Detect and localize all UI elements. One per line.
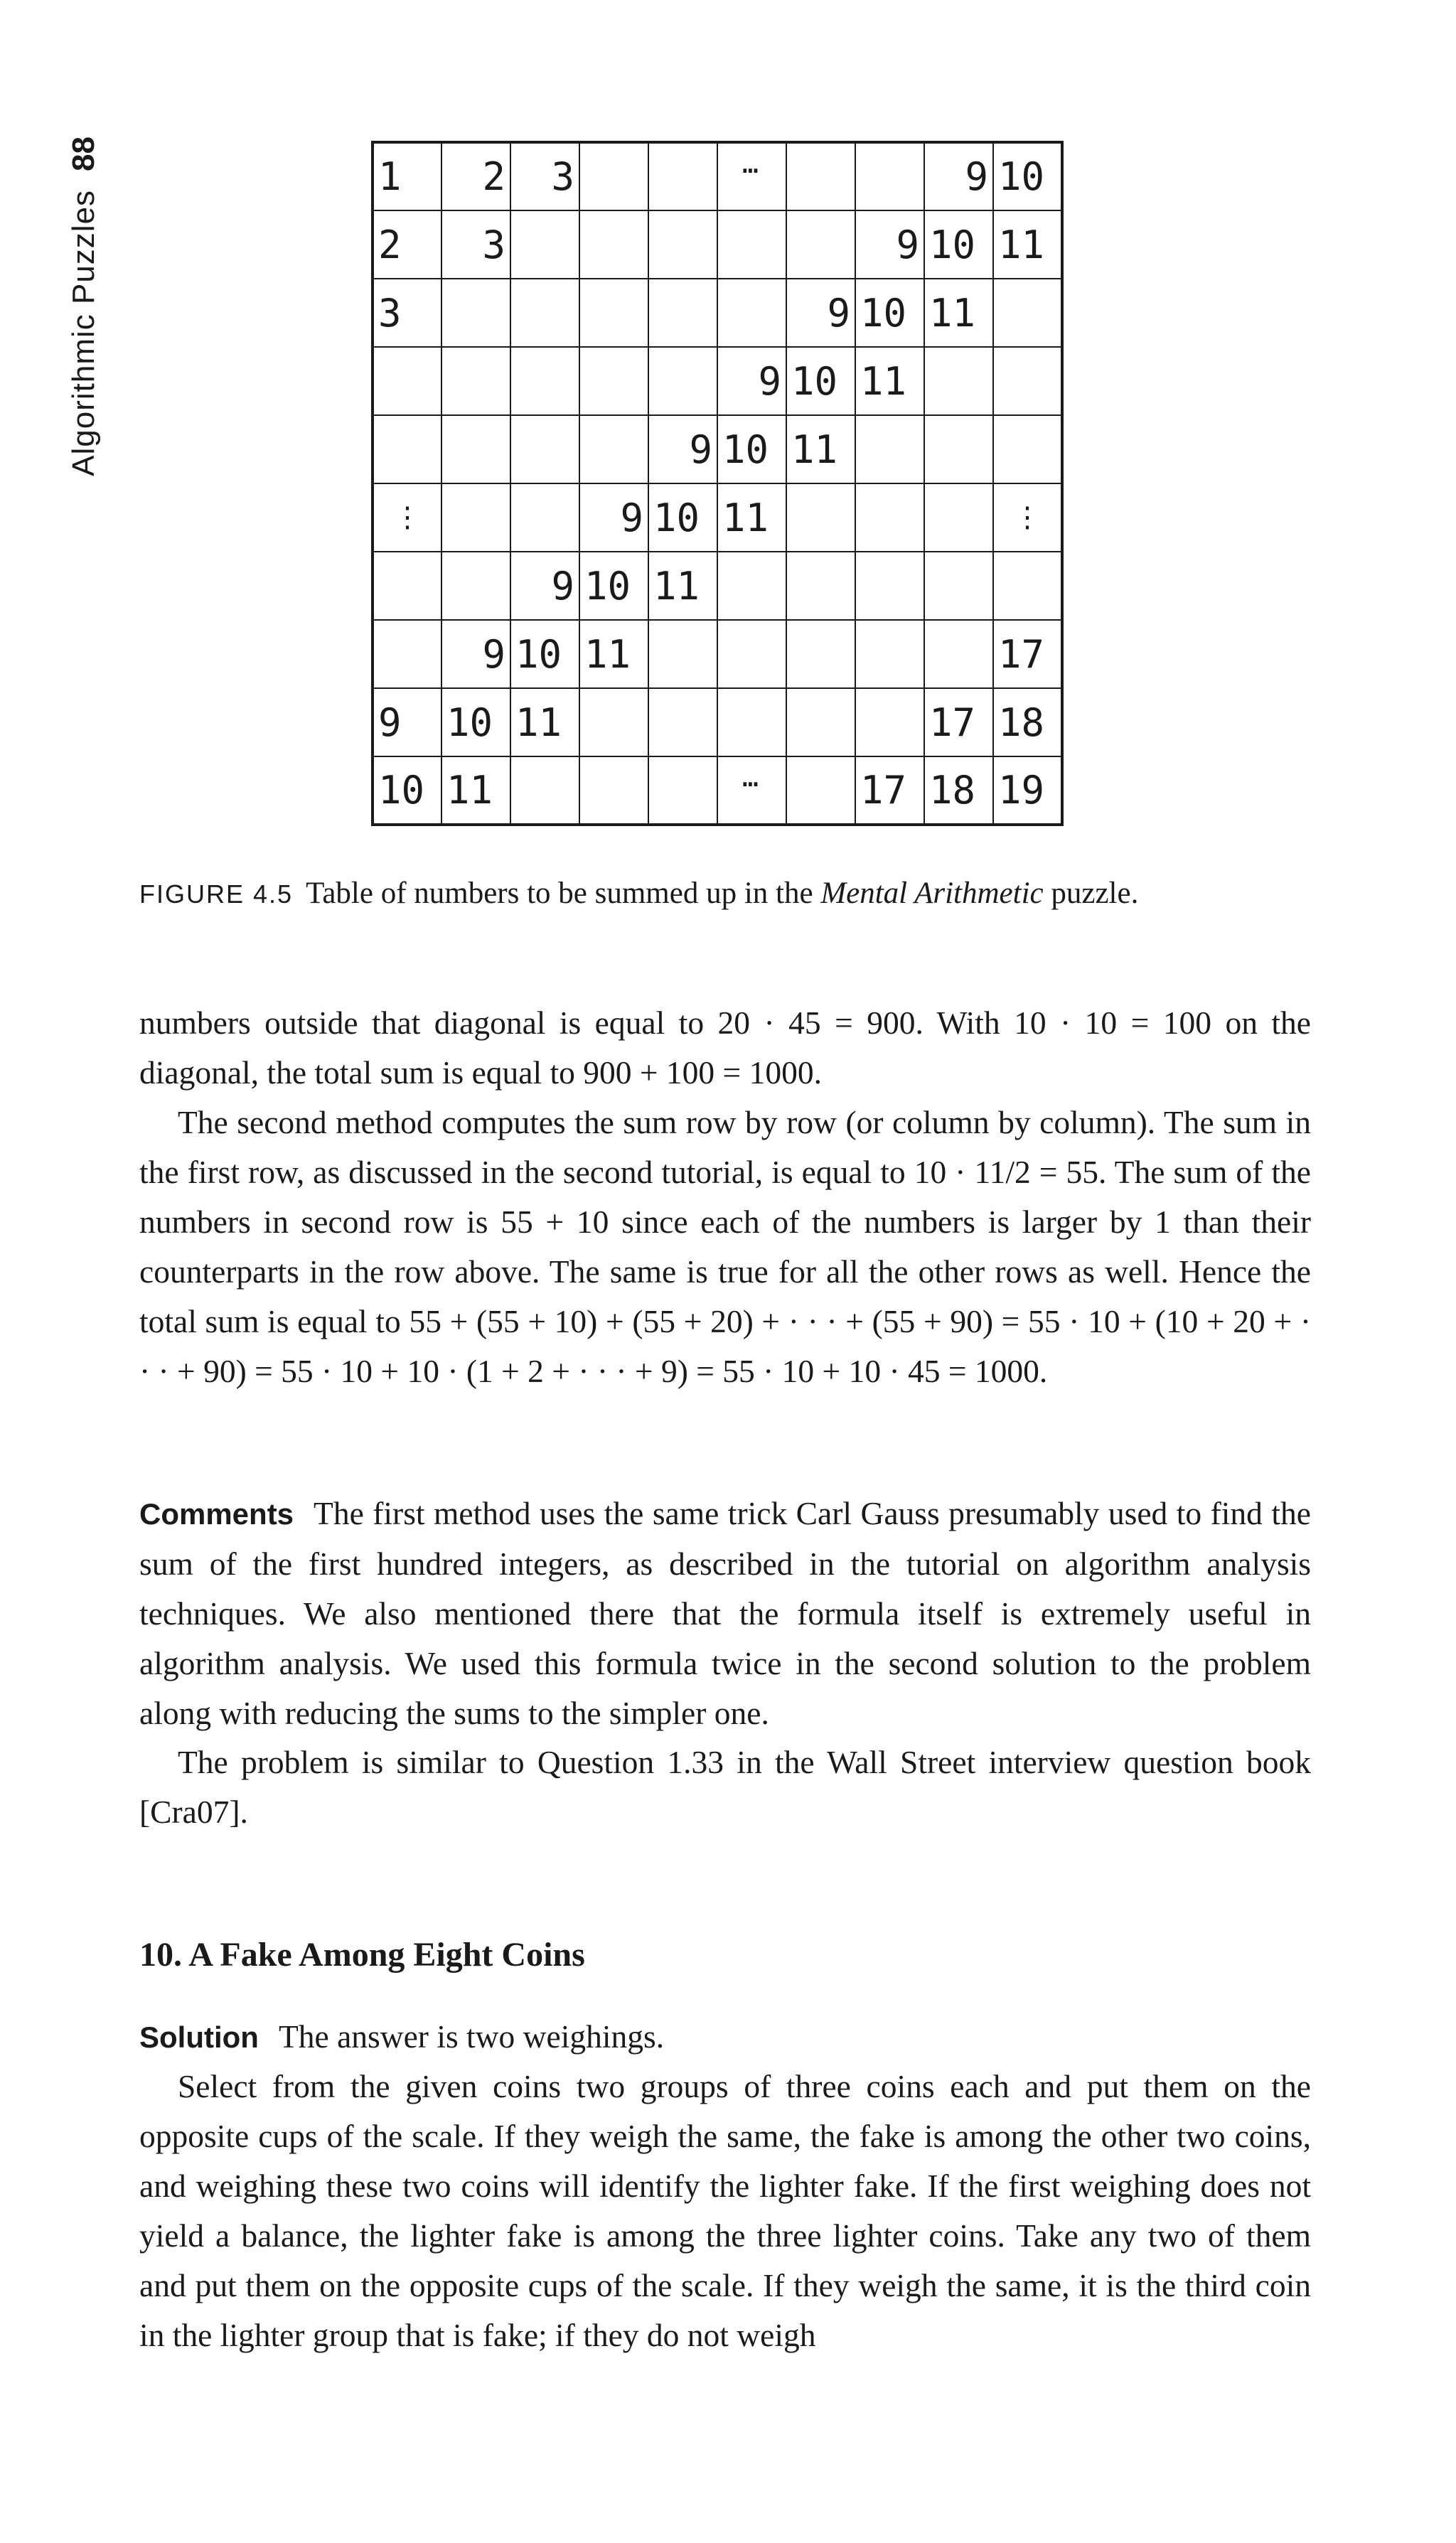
table-cell: 11 — [579, 620, 648, 688]
section-heading: 10. A Fake Among Eight Coins — [139, 1936, 585, 1974]
table-cell — [993, 415, 1062, 483]
table-cell — [786, 210, 855, 279]
table-cell: 9 — [786, 279, 855, 347]
table-cell: 17 — [855, 756, 924, 825]
table-cell: 18 — [993, 688, 1062, 756]
table-cell: 10 — [855, 279, 924, 347]
table-cell — [510, 279, 579, 347]
caption-italic-title: Mental Arithmetic — [820, 877, 1044, 910]
table-cell — [993, 552, 1062, 620]
table-cell — [855, 483, 924, 552]
table-cell: … — [717, 142, 786, 210]
solution-label: Solution — [139, 2020, 259, 2054]
table-cell — [993, 279, 1062, 347]
table-cell: 10 — [373, 756, 441, 825]
comments-label: Comments — [139, 1497, 294, 1531]
figure-label: FIGURE 4.5 — [139, 879, 294, 909]
paragraph-reference: The problem is similar to Question 1.33 in the Wall Street interview question book [Cra07]. — [139, 1744, 1311, 1830]
table-row — [373, 347, 1062, 415]
table-cell — [648, 756, 717, 825]
table-cell — [648, 688, 717, 756]
table-cell: 11 — [786, 415, 855, 483]
table-cell — [786, 756, 855, 825]
running-head — [68, 136, 100, 476]
table-cell — [717, 210, 786, 279]
table-cell — [924, 415, 993, 483]
paragraph-solution-method: Select from the given coins two groups of three coins each and put them on the opposite cups of the scale. If they weigh the same, the fake is among the other two coins, and weighing these two coins will identify the lighter fake. If the first weighing does not yield a balance, the lighter fake is among the three lighter coins. Take any two of them and put them on the opposite cups of the scale. If they weigh the same, it is the third coin in the lighter group that is fake; if they do not weigh — [139, 2068, 1311, 2353]
table-row — [373, 142, 1062, 210]
table-cell: 9 — [648, 415, 717, 483]
table-cell — [717, 688, 786, 756]
table-cell: 11 — [717, 483, 786, 552]
table-cell: ⋮ — [373, 483, 441, 552]
table-cell — [441, 415, 510, 483]
table-cell — [924, 620, 993, 688]
table-cell — [648, 620, 717, 688]
table-cell — [648, 279, 717, 347]
table-cell: 10 — [924, 210, 993, 279]
solution-answer-text: The answer is two weighings. — [278, 2018, 665, 2055]
table-row — [373, 210, 1062, 279]
paragraph-diagonal-sum: numbers outside that diagonal is equal to 20 · 45 = 900. With 10 · 10 = 100 on the diagonal, the total sum is equal to 900 + 100 = 1000. — [139, 1005, 1311, 1091]
table-cell — [717, 620, 786, 688]
table-cell: 9 — [855, 210, 924, 279]
table-cell — [924, 552, 993, 620]
table-cell: 3 — [373, 279, 441, 347]
table-cell — [648, 142, 717, 210]
table-cell — [373, 415, 441, 483]
table-cell: 9 — [924, 142, 993, 210]
table-cell — [786, 552, 855, 620]
table-cell: 17 — [924, 688, 993, 756]
table-cell — [855, 142, 924, 210]
table-cell: 2 — [441, 142, 510, 210]
table-cell — [993, 347, 1062, 415]
number-table — [371, 141, 1064, 826]
table-cell — [786, 142, 855, 210]
table-cell — [924, 347, 993, 415]
table-cell — [579, 756, 648, 825]
table-cell: 10 — [717, 415, 786, 483]
table-cell: 11 — [855, 347, 924, 415]
table-cell — [579, 142, 648, 210]
table-cell — [441, 483, 510, 552]
table-cell — [786, 688, 855, 756]
caption-text-end: puzzle. — [1043, 877, 1139, 910]
table-cell: 11 — [993, 210, 1062, 279]
table-cell — [855, 620, 924, 688]
table-cell: 11 — [510, 688, 579, 756]
table-cell — [717, 279, 786, 347]
table-cell — [924, 483, 993, 552]
table-cell: 9 — [510, 552, 579, 620]
table-cell — [441, 552, 510, 620]
comments-text: The first method uses the same trick Carl Gauss presumably used to find the sum of the first hundred integers, as described in the tutorial on algorithm analysis techniques. We also mentioned there that the formula itself is extremely useful in algorithm analysis. We used this formula twice in the second solution to the problem along with reducing the sums to the simpler one. — [139, 1495, 1311, 1731]
table-cell: 2 — [373, 210, 441, 279]
caption-text-start: Table of numbers to be summed up in the — [306, 877, 821, 910]
table-cell: 11 — [441, 756, 510, 825]
table-cell: 11 — [648, 552, 717, 620]
table-cell — [373, 620, 441, 688]
table-row — [373, 756, 1062, 825]
table-cell — [786, 483, 855, 552]
table-cell — [441, 279, 510, 347]
table-cell: … — [717, 756, 786, 825]
table-row — [373, 483, 1062, 552]
paragraph-comments — [139, 1489, 1311, 1738]
figure-caption — [139, 876, 1138, 911]
table-cell — [579, 415, 648, 483]
table-cell: 10 — [993, 142, 1062, 210]
table-cell: 10 — [510, 620, 579, 688]
table-cell: 1 — [373, 142, 441, 210]
table-cell: 3 — [441, 210, 510, 279]
table-cell: ⋮ — [993, 483, 1062, 552]
table-cell — [786, 620, 855, 688]
table-cell — [373, 347, 441, 415]
running-head-title: Algorithmic Puzzles — [66, 189, 101, 476]
table-cell: 10 — [441, 688, 510, 756]
table-cell: 3 — [510, 142, 579, 210]
table-cell: 11 — [924, 279, 993, 347]
table-cell — [510, 756, 579, 825]
table-row — [373, 415, 1062, 483]
table-cell — [510, 210, 579, 279]
table-cell — [717, 552, 786, 620]
table-cell — [579, 688, 648, 756]
table-cell: 19 — [993, 756, 1062, 825]
table-cell: 17 — [993, 620, 1062, 688]
table-cell — [441, 347, 510, 415]
table-cell — [373, 552, 441, 620]
table-cell — [855, 552, 924, 620]
table-cell: 10 — [579, 552, 648, 620]
table-cell: 9 — [717, 347, 786, 415]
table-row — [373, 688, 1062, 756]
table-cell — [510, 347, 579, 415]
table-cell — [579, 210, 648, 279]
table-cell — [510, 415, 579, 483]
table-cell — [648, 347, 717, 415]
table-cell: 9 — [373, 688, 441, 756]
table-cell: 9 — [579, 483, 648, 552]
table-cell — [855, 688, 924, 756]
table-row — [373, 620, 1062, 688]
table-cell: 18 — [924, 756, 993, 825]
table-cell — [648, 210, 717, 279]
table-cell: 10 — [786, 347, 855, 415]
table-cell — [855, 415, 924, 483]
table-row — [373, 279, 1062, 347]
table-row — [373, 552, 1062, 620]
table-cell: 10 — [648, 483, 717, 552]
table-cell: 9 — [441, 620, 510, 688]
table-cell — [579, 279, 648, 347]
paragraph-solution-answer — [139, 2012, 1311, 2062]
paragraph-second-method: The second method computes the sum row by row (or column by column). The sum in the first row, as discussed in the second tutorial, is equal to 10 · 11/2 = 55. The sum of the numbers in second row is 55 + 10 since each of the numbers is larger by 1 than their counterparts in the row above. The same is true for all the other rows as well. Hence the total sum is equal to 55 + (55 + 10) + (55 + 20) + · · · + (55 + 90) = 55 · 10 + (10 + 20 + · · · + 90) = 55 · 10 + 10 · (1 + 2 + · · · + 9) = 55 · 10 + 10 · 45 = 1000. — [139, 1104, 1311, 1389]
table-cell — [579, 347, 648, 415]
page-number: 88 — [66, 136, 101, 171]
table-cell — [510, 483, 579, 552]
